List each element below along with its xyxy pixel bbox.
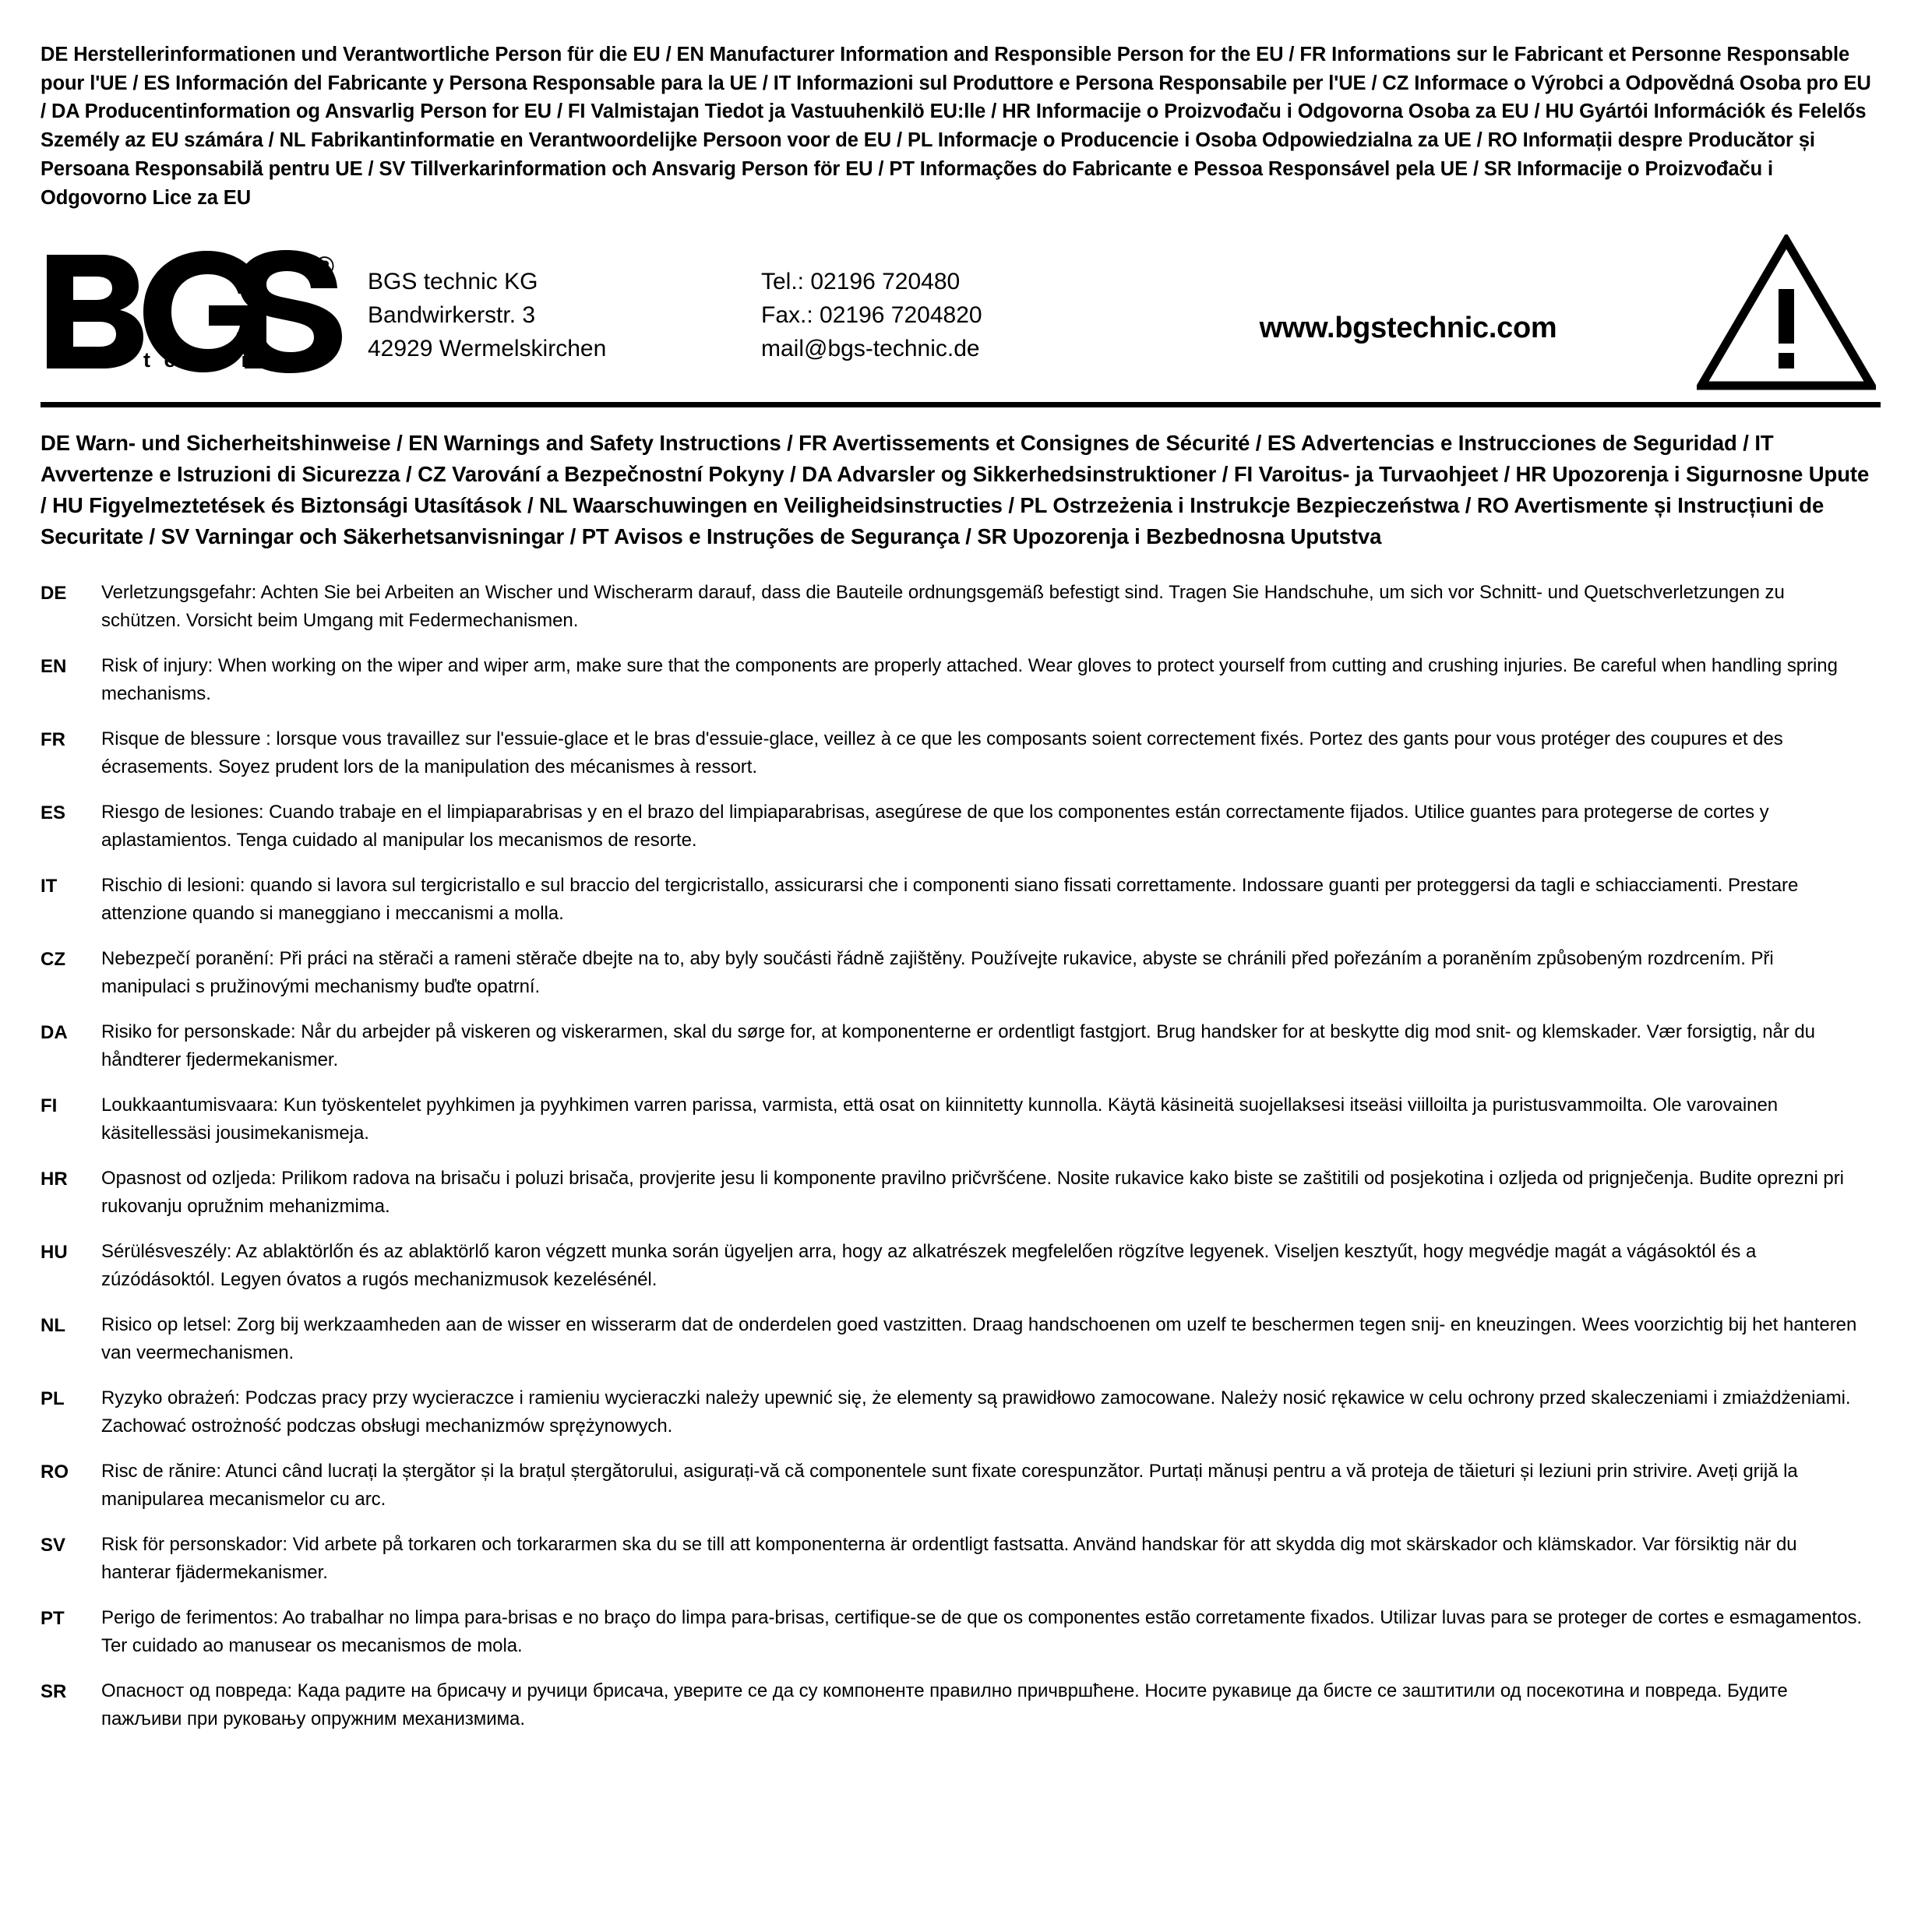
warning-text: Risk of injury: When working on the wiper and wiper arm, make sure that the components are properly attached. Wear gloves to protect yourself from cutting and crushing injuries. Be careful when handling spring mechanisms. [101, 654, 1838, 704]
company-name: BGS technic KG [368, 269, 538, 295]
manufacturer-info-heading: DE Herstellerinformationen und Verantwortliche Person für die EU / EN Manufacturer Information and Responsible Person for the EU / FR Informations sur le Fabricant et Personne Responsable pour l'UE / ES Información del Fabricante y Persona Responsable para la UE / IT Informazioni sul Produttore e Persona Responsabile per l'UE / CZ Informace o Výrobci a Odpovědná Osoba pro EU / DA Producentinformation og Ansvarlig Person for EU / FI Valmistajan Tiedot ja Vastuuhenkilö EU:lle / HR Informacije o Proizvođaču i Odgovorna Osoba za EU / HU Gyártói Információk és Felelős Személy az EU számára / NL Fabrikantinformatie en Verantwoordelijke Persoon voor de EU / PL Informacje o Producencie i Osoba Odpowiedzialna za UE / RO Informații despre Producător și Persoana Responsabilă pentru UE / SV Tillverkarinformation och Ansvarig Person för EU / PT Informações do Fabricante e Pessoa Responsável pela UE / SR Informacije o Proizvođaču i Odgovorno Lice za EU [41, 44, 1871, 209]
warning-row [41, 1531, 1881, 1587]
language-code: DA [41, 1021, 68, 1043]
language-code: PT [41, 1607, 65, 1629]
language-code: SR [41, 1680, 67, 1702]
warning-row [41, 872, 1881, 928]
warning-row [41, 652, 1881, 708]
warning-triangle-icon [1681, 234, 1881, 390]
language-code: FR [41, 728, 65, 750]
warning-row [41, 1165, 1881, 1221]
warnings-section-heading: DE Warn- und Sicherheitshinweise / EN Warnings and Safety Instructions / FR Avertissements et Consignes de Sécurité / ES Advertencias e Instrucciones de Seguridad / IT Avvertenze e Istruzioni di Sicurezza / CZ Varování a Bezpečnostní Pokyny / DA Advarsler og Sikkerhedsinstruktioner / FI Varoitus- ja Turvaohjeet / HR Upozorenja i Sigurnosne Upute / HU Figyelmeztetések és Biztonsági Utasítások / NL Waarschuwingen en Veiligheidsinstructies / PL Ostrzeżenia i Instrukcje Bezpieczeństwa / RO Avertismente și Instrucțiuni de Securitate / SV Varningar och Säkerhetsanvisningar / PT Avisos e Instruções de Segurança / SR Upozorenja i Bezbednosna Uputstva [41, 431, 1870, 548]
registered-mark: ® [315, 251, 335, 281]
language-code: HU [41, 1241, 68, 1263]
warning-text: Ryzyko obrażeń: Podczas pracy przy wycieraczce i ramieniu wycieraczki należy upewnić się, że elementy są prawidłowo zamocowane. Należy nosić rękawice w celu ochrony przed skaleczeniami i zmiażdżeniami. Zachować ostrożność podczas obsługi mechanizmów sprężynowych. [101, 1387, 1851, 1437]
bgs-logo [41, 249, 368, 377]
warning-row [41, 725, 1881, 781]
warning-text: Riesgo de lesiones: Cuando trabaje en el limpiaparabrisas y en el brazo del limpiaparabrisas, asegúrese de que los componentes están correctamente fijados. Utilice guantes para protegerse de cortes y aplastamientos. Tenga cuidado al manipular los mecanismos de resorte. [101, 801, 1769, 851]
warnings-list [41, 579, 1881, 1733]
warning-row [41, 1384, 1881, 1440]
warning-text: Risiko for personskade: Når du arbejder på viskeren og viskerarmen, skal du sørge for, at komponenterne er ordentligt fastgjort. Brug handsker for at beskytte dig mod snit- og klemskader. Vær forsigtig, når du håndterer fjedermekanismer. [101, 1021, 1815, 1070]
warning-text: Verletzungsgefahr: Achten Sie bei Arbeiten an Wischer und Wischerarm darauf, dass die Bauteile ordnungsgemäß befestigt sind. Tragen Sie Handschuhe, um sich vor Schnitt- und Quetschverletzungen zu schützen. Vorsicht beim Umgang mit Federmechanismen. [101, 581, 1785, 631]
warning-row [41, 945, 1881, 1001]
company-information-band [41, 226, 1881, 407]
logo-subtext: t e c h n i c [143, 347, 303, 372]
warning-text: Risque de blessure : lorsque vous travaillez sur l'essuie-glace et le bras d'essuie-glace, veillez à ce que les composants soient correctement fixés. Portez des gants pour vous protéger des coupures et des écrasements. Soyez prudent lors de la manipulation des mécanismes à ressort. [101, 728, 1783, 777]
warning-row [41, 1018, 1881, 1074]
language-code: RO [41, 1461, 69, 1482]
warning-row [41, 579, 1881, 635]
company-street: Bandwirkerstr. 3 [368, 302, 536, 329]
warning-text: Risc de rănire: Atunci când lucrați la ștergător și la brațul ștergătorului, asigurați-vă că componentele sunt fixate corespunzător. Purtați mănuși pentru a vă proteja de tăieturi și leziuni prin strivire. Aveți grijă la manipularea mecanismelor cu arc. [101, 1460, 1798, 1510]
warning-row [41, 1604, 1881, 1660]
warning-triangle-graphic [1697, 234, 1876, 390]
language-code: SV [41, 1534, 66, 1556]
warning-text: Опасност од повреда: Када радите на брисачу и ручици брисача, уверите се да су компоненте правилно причвршћене. Носите рукавице да бисте се заштитили од посекотина и повреда. Будите пажљиви при руковању опружним механизмима. [101, 1680, 1788, 1729]
warning-text: Sérülésveszély: Az ablaktörlőn és az ablaktörlő karon végzett munka során ügyeljen arra, hogy az alkatrészek megfelelően rögzítve legyenek. Viseljen kesztyűt, hogy megvédje magát a vágásoktól és a zúzódásoktól. Legyen óvatos a rugós mechanizmusok kezelésénél. [101, 1240, 1757, 1290]
language-code: EN [41, 655, 67, 677]
warning-text: Opasnost od ozljeda: Prilikom radova na brisaču i poluzi brisača, provjerite jesu li komponente pravilno pričvršćene. Nosite rukavice kako biste se zaštitili od posjekotina i ozljeda od prignječenja. Budite oprezni pri rukovanju opružnim mehanizmima. [101, 1167, 1844, 1217]
company-website[interactable]: www.bgstechnic.com [1259, 311, 1557, 344]
warning-text: Loukkaantumisvaara: Kun työskentelet pyyhkimen ja pyyhkimen varren parissa, varmista, että osat on kiinnitetty kunnolla. Käytä käsineitä suojellaksesi itseäsi viilloilta ja puristusvammoilta. Ole varovainen käsitellessäsi jousimekanismeja. [101, 1094, 1779, 1144]
language-code: DE [41, 582, 67, 604]
warning-text: Rischio di lesioni: quando si lavora sul tergicristallo e sul braccio del tergicristallo, assicurarsi che i componenti siano fissati correttamente. Indossare guanti per proteggersi da tagli e schiacciamenti. Prestare attenzione quando si maneggiano i meccanismi a molla. [101, 874, 1799, 924]
warning-text: Nebezpečí poranění: Při práci na stěrači a rameni stěrače dbejte na to, aby byly součásti řádně zajištěny. Používejte rukavice, abyste se chránili před pořezáním a poraněním způsobeným rozdrcením. Při manipulaci s pružinovými mechanismy buďte opatrní. [101, 947, 1774, 997]
language-code: PL [41, 1387, 65, 1409]
company-phone: Tel.: 02196 720480 [761, 269, 961, 295]
language-code: HR [41, 1168, 68, 1190]
language-code: FI [41, 1095, 58, 1116]
language-code: ES [41, 802, 66, 823]
warning-row [41, 1458, 1881, 1514]
warning-row [41, 1677, 1881, 1733]
company-fax: Fax.: 02196 7204820 [761, 302, 982, 329]
company-email[interactable]: mail@bgs-technic.de [761, 335, 980, 361]
company-city: 42929 Wermelskirchen [368, 335, 607, 361]
warning-row [41, 1238, 1881, 1294]
company-contact [761, 259, 1135, 365]
language-code: CZ [41, 948, 65, 970]
warning-text: Perigo de ferimentos: Ao trabalhar no limpa para-brisas e no braço do limpa para-brisas, certifique-se de que os componentes estão corretamente fixados. Utilizar luvas para se proteger de cortes e esmagamentos. Ter cuidado ao manusear os mecanismos de mola. [101, 1606, 1863, 1656]
warning-text: Risk för personskador: Vid arbete på torkaren och torkararmen ska du se till att komponenterna är ordentligt fastsatta. Använd handskar för att skydda dig mot skärskador och klämskador. Var försiktig när du hanterar fjädermekanismer. [101, 1533, 1797, 1583]
warning-text: Risico op letsel: Zorg bij werkzaamheden aan de wisser en wisserarm dat de onderdelen goed vastzitten. Draag handschoenen om uzelf te beschermen tegen snij- en kneuzingen. Wees voorzichtig bij het hanteren van veermechanismen. [101, 1313, 1857, 1363]
warning-row [41, 1091, 1881, 1148]
warning-row [41, 799, 1881, 855]
language-code: NL [41, 1314, 65, 1336]
language-code: IT [41, 875, 58, 897]
warning-row [41, 1311, 1881, 1367]
company-address [368, 259, 761, 365]
